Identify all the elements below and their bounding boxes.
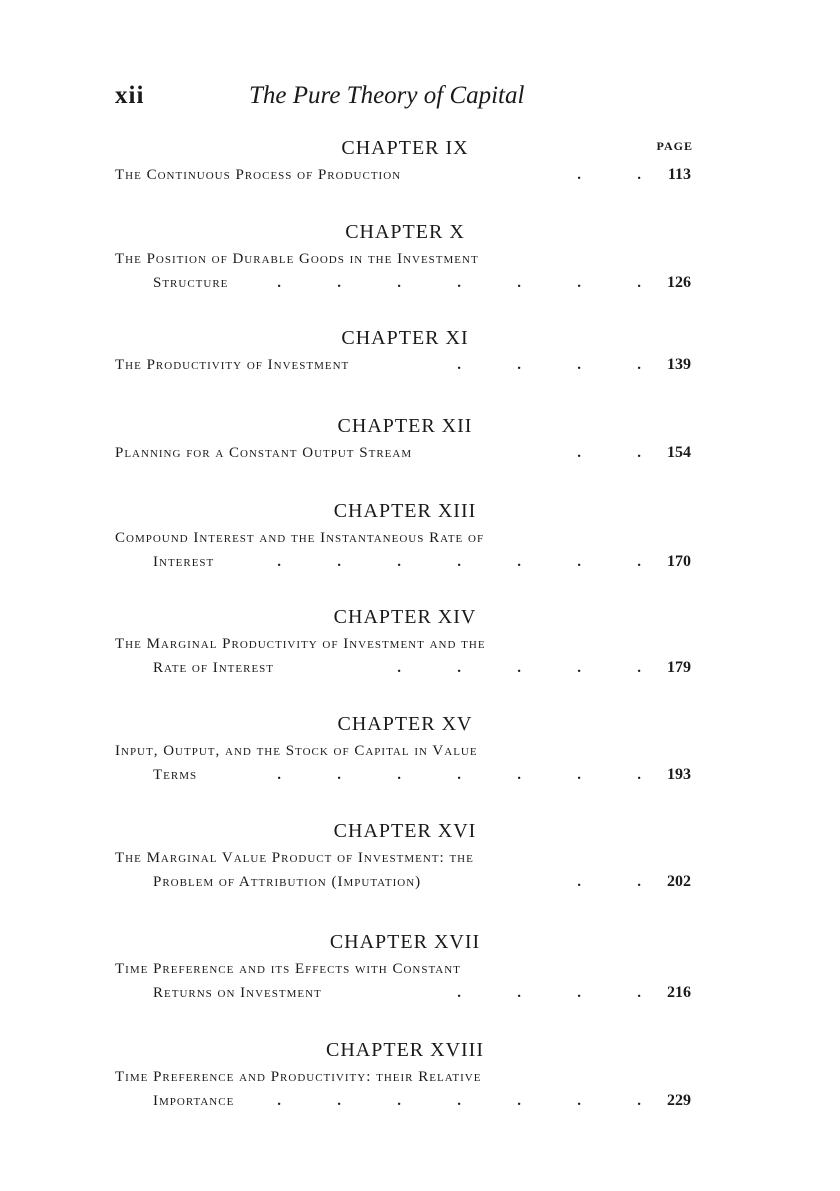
entry-page-number: 170 [667, 553, 691, 570]
toc-chapter [115, 817, 695, 894]
entry-title: The Productivity of Investment [115, 357, 355, 373]
chapter-heading: CHAPTER IX [341, 137, 469, 159]
toc-chapter [115, 1036, 695, 1113]
entry-title: Compound Interest and the Instantaneous Rate of [115, 530, 485, 546]
entry-title: Input, Output, and the Stock of Capital in Value [115, 743, 478, 759]
entry-title: Time Preference and its Effects with Constant [115, 961, 461, 977]
entry-title-cont: Returns on Investment [153, 985, 328, 1001]
chapter-heading: CHAPTER XVII [329, 931, 481, 953]
dot-leader: . . . . . . . [277, 767, 641, 783]
entry-title-cont: Structure [153, 275, 234, 291]
toc-chapter [115, 134, 695, 187]
entry-page-number: 154 [667, 444, 691, 461]
dot-leader: . . . . . . . [277, 554, 641, 570]
toc-chapter [115, 497, 695, 574]
toc-entry-continuation[interactable] [115, 1089, 695, 1113]
chapter-heading: CHAPTER XIII [333, 500, 477, 522]
toc-entry[interactable] [115, 1065, 695, 1089]
toc-entry-continuation[interactable] [115, 271, 695, 295]
toc-chapter [115, 603, 695, 680]
entry-title: The Marginal Value Product of Investment: the [115, 850, 474, 866]
toc-entry[interactable] [115, 846, 695, 870]
entry-title: Planning for a Constant Output Stream [115, 445, 418, 461]
chapter-heading: CHAPTER XII [337, 415, 473, 437]
chapter-heading: CHAPTER XVI [333, 820, 477, 842]
entry-title-cont: Problem of Attribution (Imputation) [153, 874, 427, 890]
toc-entry[interactable] [115, 247, 695, 271]
dot-leader: . . [577, 167, 641, 183]
chapter-heading: CHAPTER XI [341, 327, 469, 349]
running-header [115, 82, 695, 118]
dot-leader: . . . . . . . [277, 1093, 641, 1109]
toc-entry-continuation[interactable] [115, 550, 695, 574]
dot-leader: . . [577, 874, 641, 890]
toc-entry[interactable] [115, 739, 695, 763]
toc-chapter [115, 710, 695, 787]
chapter-heading: CHAPTER XIV [333, 606, 477, 628]
entry-title: The Continuous Process of Production [115, 167, 407, 183]
toc-entry[interactable] [115, 632, 695, 656]
page-folio: xii [115, 82, 145, 109]
dot-leader: . . . . [457, 357, 641, 373]
toc-chapter [115, 412, 695, 465]
toc-entry[interactable] [115, 441, 695, 465]
entry-title: Time Preference and Productivity: their Relative [115, 1069, 482, 1085]
toc-entry[interactable] [115, 163, 695, 187]
dot-leader: . . . . . [397, 660, 641, 676]
toc-entry[interactable] [115, 353, 695, 377]
entry-title: The Position of Durable Goods in the Investment [115, 251, 479, 267]
toc-entry-continuation[interactable] [115, 763, 695, 787]
entry-title-cont: Terms [153, 767, 203, 783]
running-title: The Pure Theory of Capital [249, 82, 525, 109]
toc-chapter [115, 928, 695, 1005]
entry-page-number: 202 [667, 873, 691, 890]
entry-page-number: 113 [667, 166, 691, 183]
entry-title-cont: Importance [153, 1093, 240, 1109]
entry-title: The Marginal Productivity of Investment and the [115, 636, 486, 652]
dot-leader: . . . . . . . [277, 275, 641, 291]
entry-page-number: 139 [667, 356, 691, 373]
chapter-heading: CHAPTER XV [337, 713, 473, 735]
toc-entry[interactable] [115, 957, 695, 981]
toc-entry-continuation[interactable] [115, 981, 695, 1005]
toc-entry-continuation[interactable] [115, 870, 695, 894]
toc-chapter [115, 324, 695, 377]
dot-leader: . . . . [457, 985, 641, 1001]
dot-leader: . . [577, 445, 641, 461]
entry-page-number: 216 [667, 984, 691, 1001]
entry-page-number: 126 [667, 274, 691, 291]
toc-chapter [115, 218, 695, 295]
entry-page-number: 179 [667, 659, 691, 676]
entry-title-cont: Rate of Interest [153, 660, 280, 676]
toc-entry[interactable] [115, 526, 695, 550]
chapter-heading: CHAPTER X [345, 221, 465, 243]
chapter-heading: CHAPTER XVIII [326, 1039, 484, 1061]
entry-page-number: 193 [667, 766, 691, 783]
toc-entry-continuation[interactable] [115, 656, 695, 680]
entry-title-cont: Interest [153, 554, 220, 570]
page-column-label: PAGE [656, 139, 693, 153]
entry-page-number: 229 [667, 1092, 691, 1109]
